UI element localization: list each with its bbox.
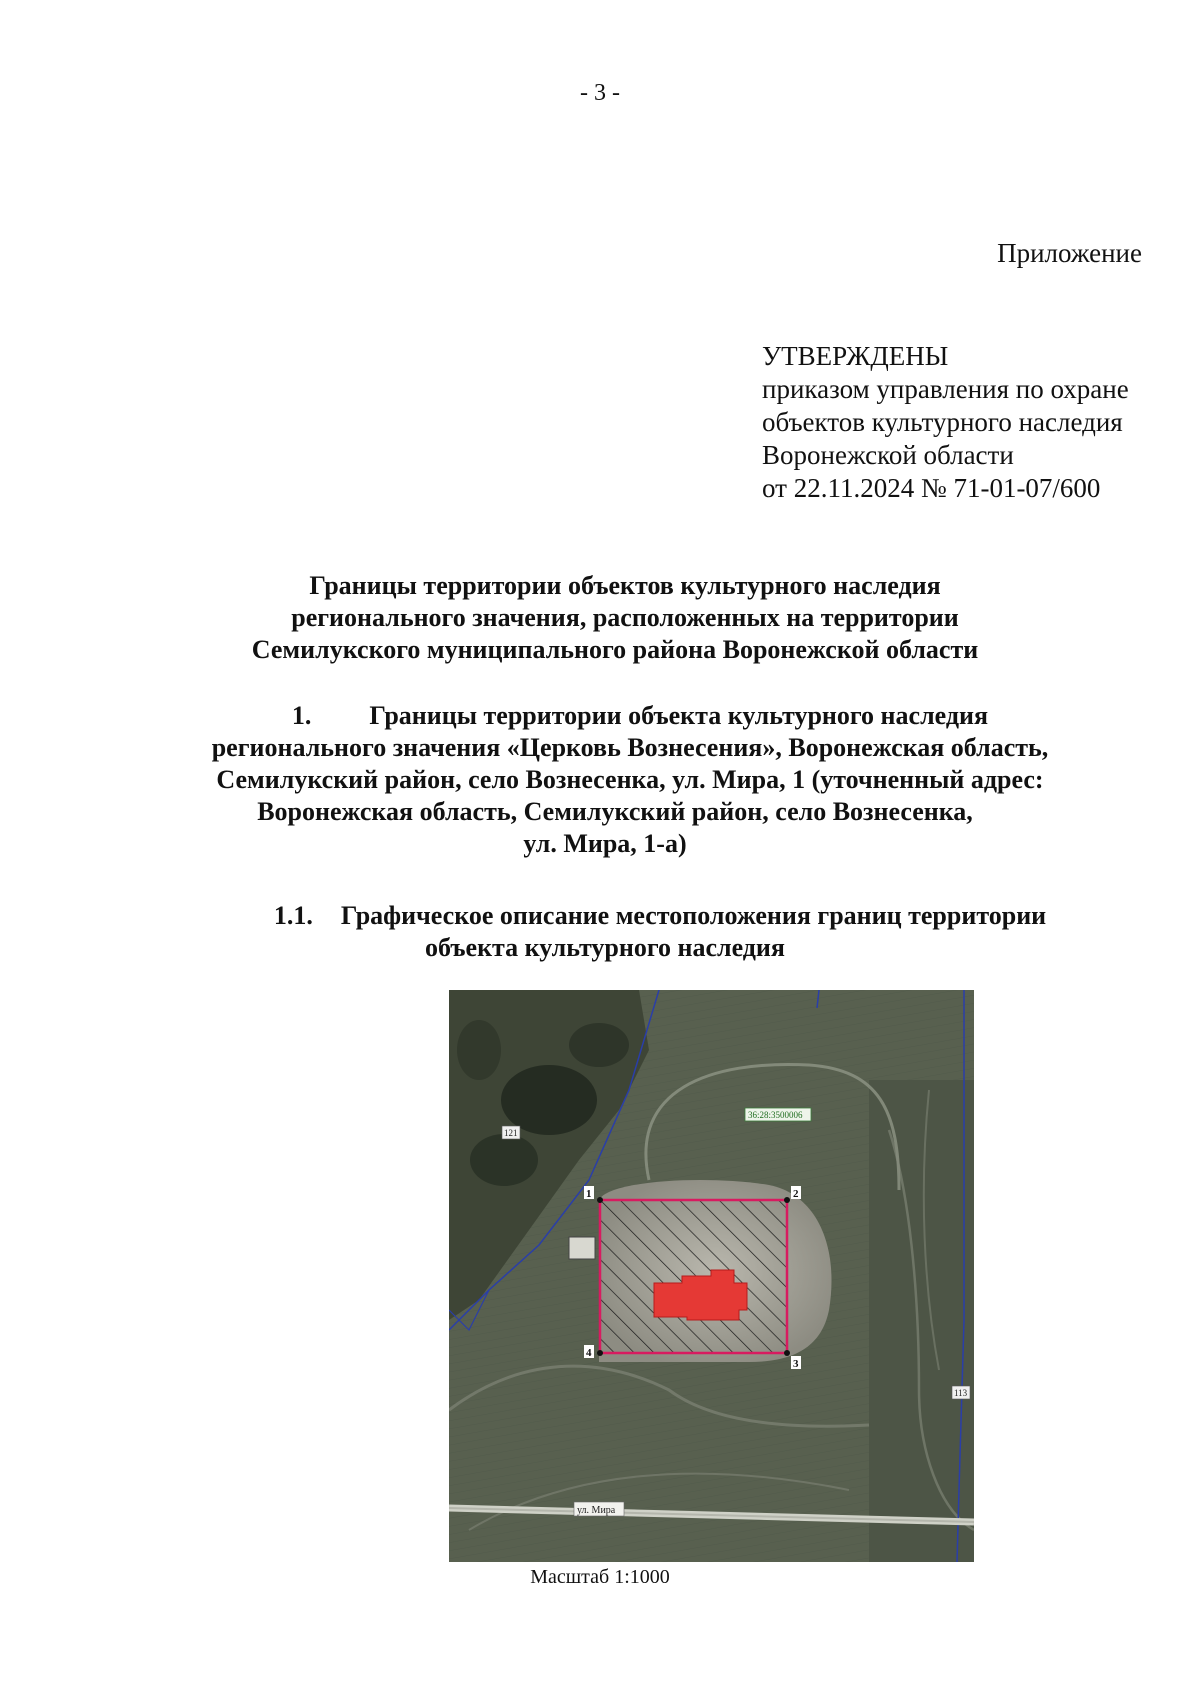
section-1-line: Семилукский район, село Вознесенка, ул. Мира, 1 (уточненный адрес:	[216, 765, 1044, 794]
point-label-3: 3	[793, 1358, 799, 1370]
section-number: 1.	[291, 701, 312, 730]
main-title-line: регионального значения, расположенных на территории	[291, 603, 959, 632]
approval-block	[762, 340, 1129, 505]
approval-title: УТВЕРЖДЕНЫ	[762, 341, 949, 371]
section-1-line: Воронежская область, Семилукский район, село Вознесенка,	[257, 797, 973, 826]
section-1-1-first-line	[0, 900, 1200, 932]
main-title	[0, 570, 1200, 666]
page-number: - 3 -	[580, 80, 620, 106]
section-1-1-line: Графическое описание местоположения границ территории	[340, 901, 1047, 930]
cadastral-number-label: 36:28:3500006	[748, 1110, 803, 1120]
approval-line: от 22.11.2024 № 71-01-07/600	[762, 473, 1101, 503]
section-1-line: Границы территории объекта культурного наследия	[369, 701, 989, 730]
section-1-first-line	[0, 700, 1200, 732]
approval-line: объектов культурного наследия	[762, 407, 1123, 437]
point-label-1: 1	[586, 1188, 592, 1200]
site-map	[449, 990, 974, 1562]
approval-line: приказом управления по охране	[762, 374, 1129, 404]
section-1-1-line: объекта культурного наследия	[425, 933, 785, 962]
subsection-number: 1.1.	[273, 901, 313, 930]
section-1-line: регионального значения «Церковь Вознесения», Воронежская область,	[211, 733, 1049, 762]
section-1-line: ул. Мира, 1-а)	[523, 829, 687, 858]
section-1-1-heading	[0, 900, 1200, 964]
scale-label: Масштаб 1:1000	[530, 1566, 670, 1588]
main-title-line: Семилукского муниципального района Воронежской области	[251, 635, 979, 664]
parcel-label-left: 121	[504, 1128, 518, 1138]
main-title-line: Границы территории объектов культурного наследия	[309, 571, 941, 600]
appendix-label: Приложение	[997, 238, 1142, 268]
point-label-2: 2	[793, 1188, 799, 1200]
approval-line: Воронежской области	[762, 440, 1014, 470]
satellite-map-image	[449, 990, 974, 1562]
street-label: ул. Мира	[577, 1505, 616, 1516]
section-1-heading	[0, 700, 1200, 860]
point-label-4: 4	[586, 1347, 592, 1359]
parcel-label-right: 113	[954, 1388, 968, 1398]
